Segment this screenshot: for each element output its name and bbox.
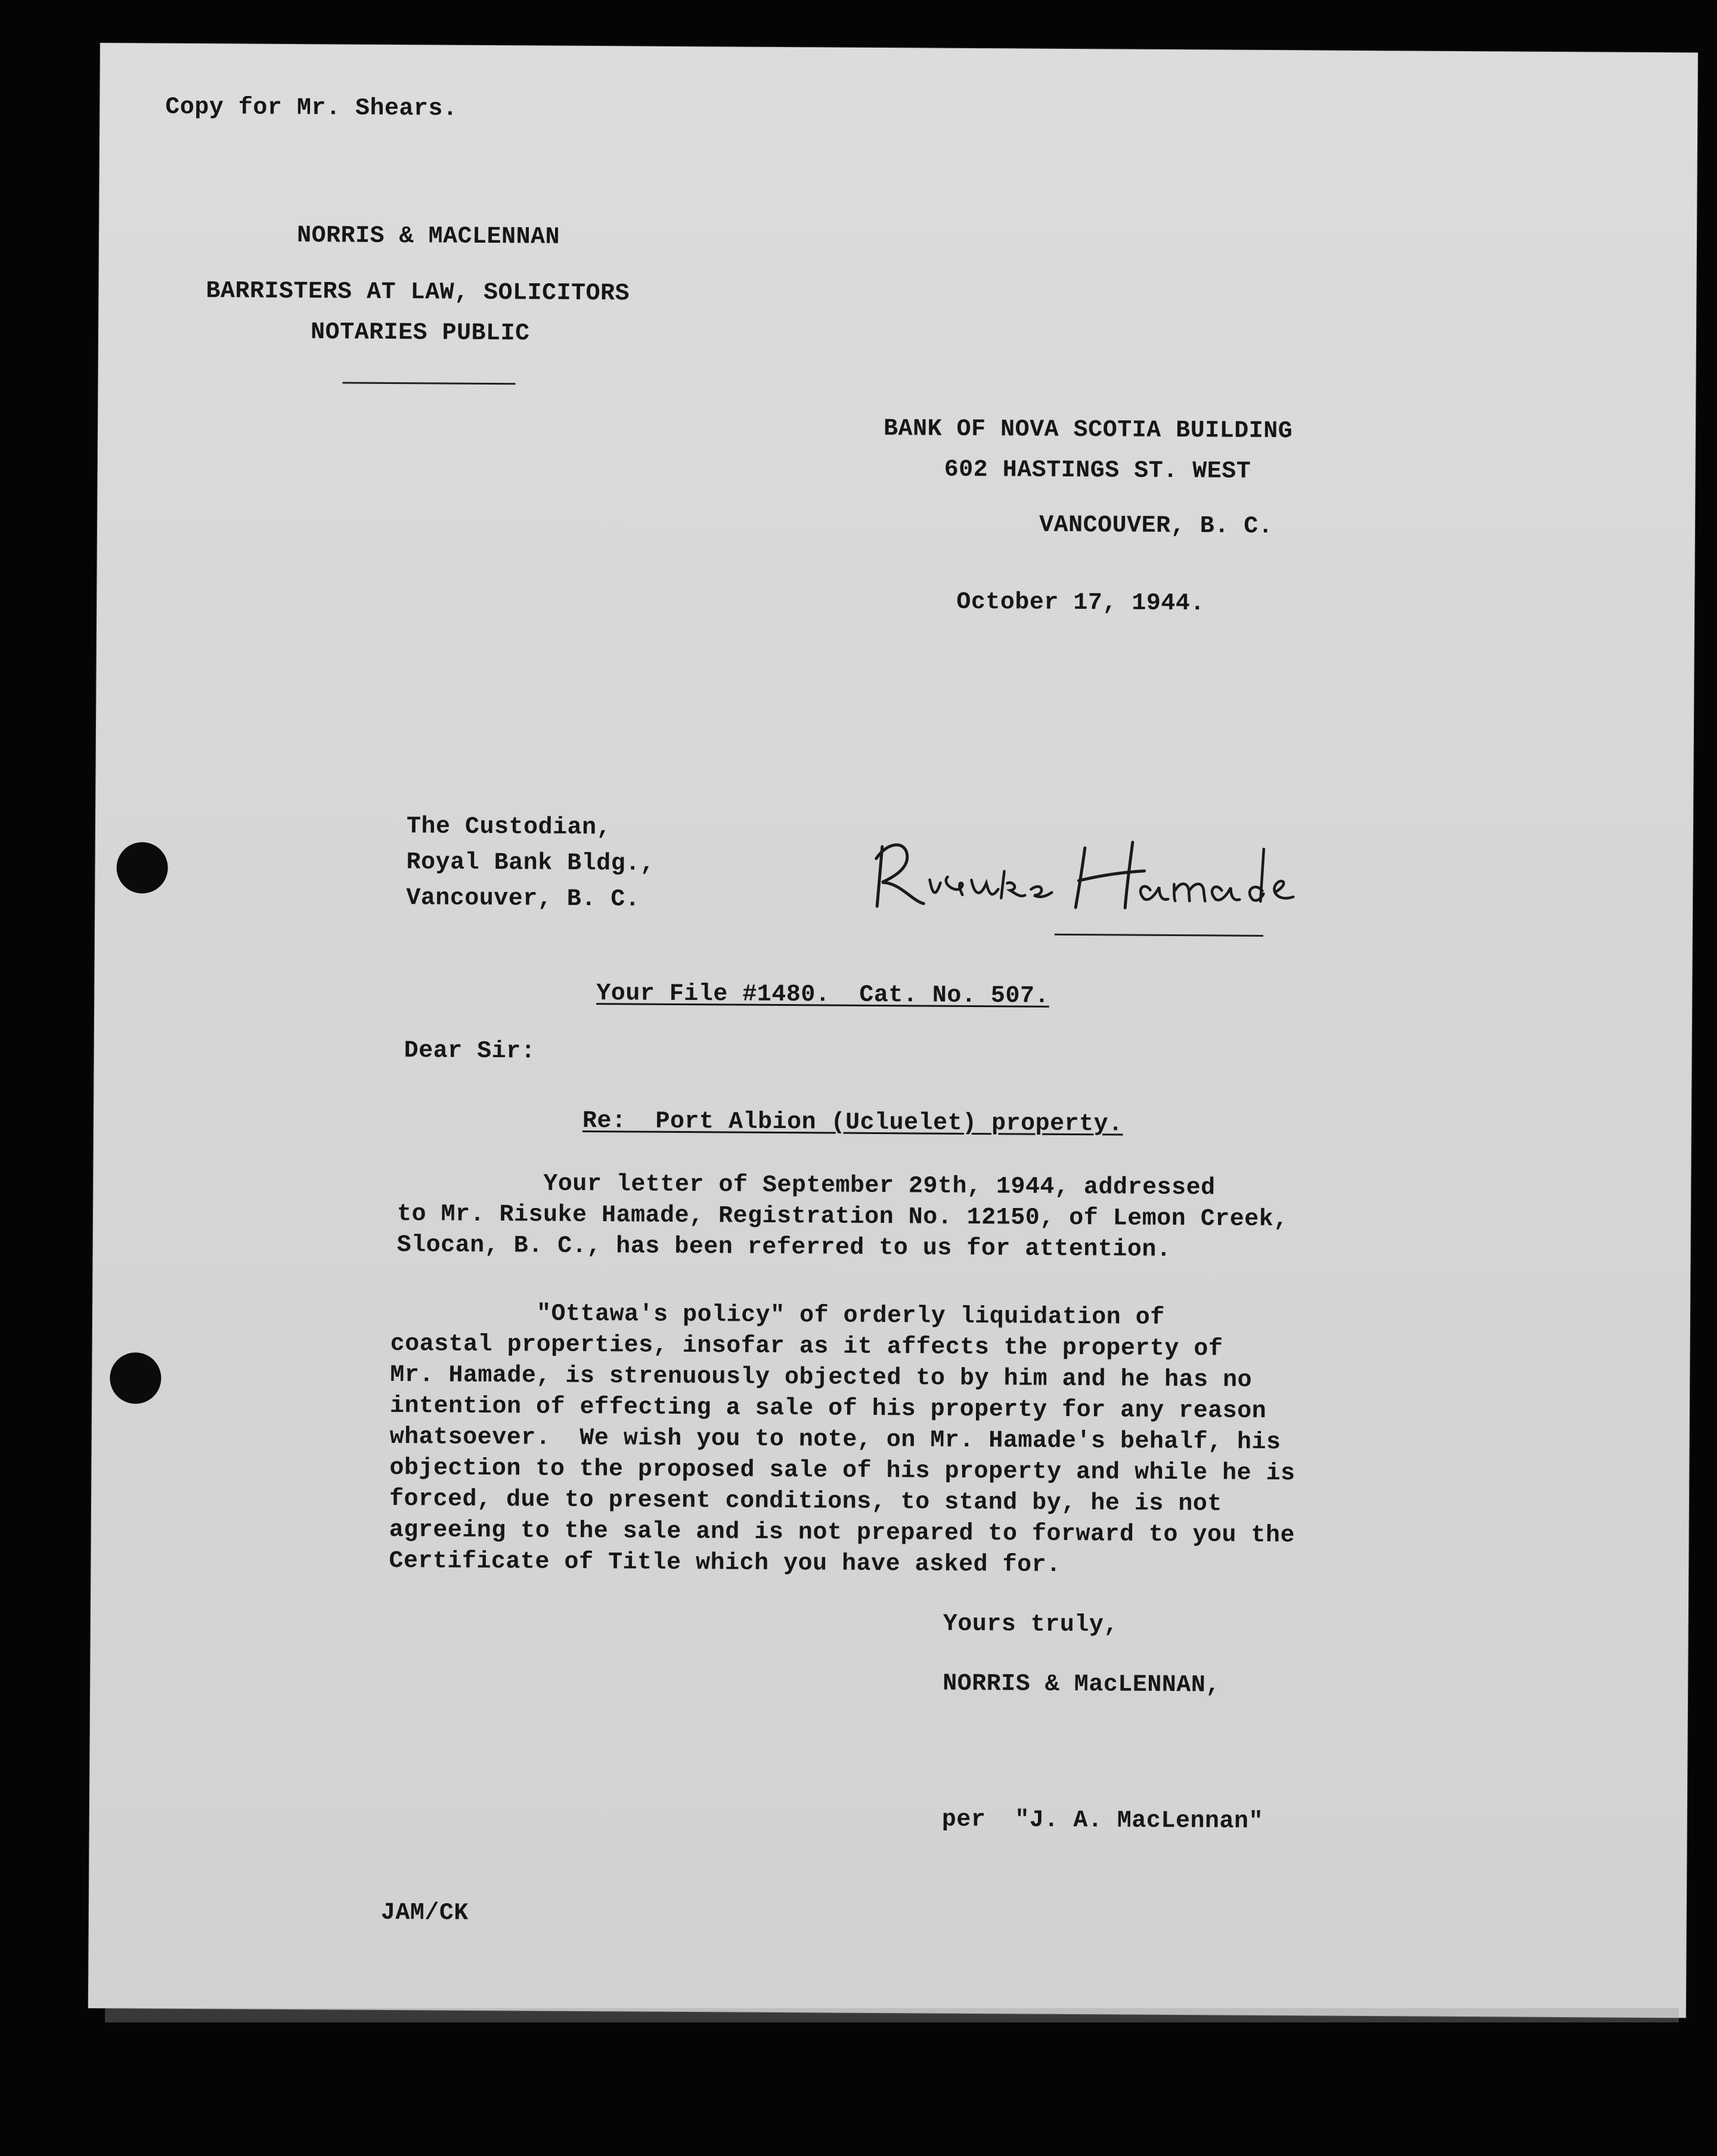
paragraph1-line-3: Slocan, B. C., has been referred to us for attention. [396,1232,1171,1264]
address-street: 602 HASTINGS ST. WEST [944,456,1251,485]
file-reference: Your File #1480. Cat. No. 507. [596,980,1050,1010]
copy-note: Copy for Mr. Shears. [165,94,458,123]
paragraph1-line-1: Your letter of September 29th, 1944, addressed [397,1170,1216,1202]
paragraph1-line-2: to Mr. Risuke Hamade, Registration No. 12150, of Lemon Creek, [396,1201,1288,1234]
paragraph2-line-3: Mr. Hamade, is strenuously objected to by him and he has no [390,1362,1253,1394]
salutation: Dear Sir: [404,1037,536,1065]
paragraph2-line-2: coastal properties, insofar as it affects the property of [390,1331,1223,1363]
closing: Yours truly, [943,1610,1119,1639]
handwritten-name [864,823,1389,927]
punch-hole-bottom [110,1352,162,1404]
paragraph2-line-9: Certificate of Title which you have asked for. [389,1548,1061,1579]
signature-firm: NORRIS & MacLENNAN, [943,1670,1220,1699]
recipient-line-1: The Custodian, [406,813,612,842]
letter-date: October 17, 1944. [956,588,1205,618]
paragraph2-line-5: whatsoever. We wish you to note, on Mr. Hamade's behalf, his [389,1424,1281,1457]
handwritten-underline [1055,934,1263,937]
paragraph2-line-6: objection to the proposed sale of his property and while he is [389,1455,1296,1488]
recipient-line-3: Vancouver, B. C. [406,885,640,913]
letterhead-firm: NORRIS & MACLENNAN [296,222,560,251]
paragraph2-line-8: agreeing to the sale and is not prepared to forward to you the [389,1517,1296,1550]
address-building: BANK OF NOVA SCOTIA BUILDING [883,416,1293,445]
signature-line: per "J. A. MacLennan" [941,1806,1264,1835]
punch-hole-top [116,842,168,894]
subject-line: Re: Port Albion (Ucluelet) property. [582,1107,1123,1138]
letterhead-divider [343,382,516,385]
recipient-line-2: Royal Bank Bldg., [406,849,655,878]
letterhead-profession: BARRISTERS AT LAW, SOLICITORS [206,278,630,308]
paragraph2-line-7: forced, due to present conditions, to stand by, he is not [389,1486,1222,1518]
typist-initials: JAM/CK [380,1899,469,1927]
paper-bottom-edge [105,2008,1679,2022]
paragraph2-line-4: intention of effecting a sale of his property for any reason [389,1393,1267,1425]
letterhead-notaries: NOTARIES PUBLIC [310,319,530,348]
letter-page [88,43,1698,2018]
paragraph2-line-1: "Ottawa's policy" of orderly liquidation of [390,1300,1165,1331]
address-city: VANCOUVER, B. C. [1039,512,1273,541]
